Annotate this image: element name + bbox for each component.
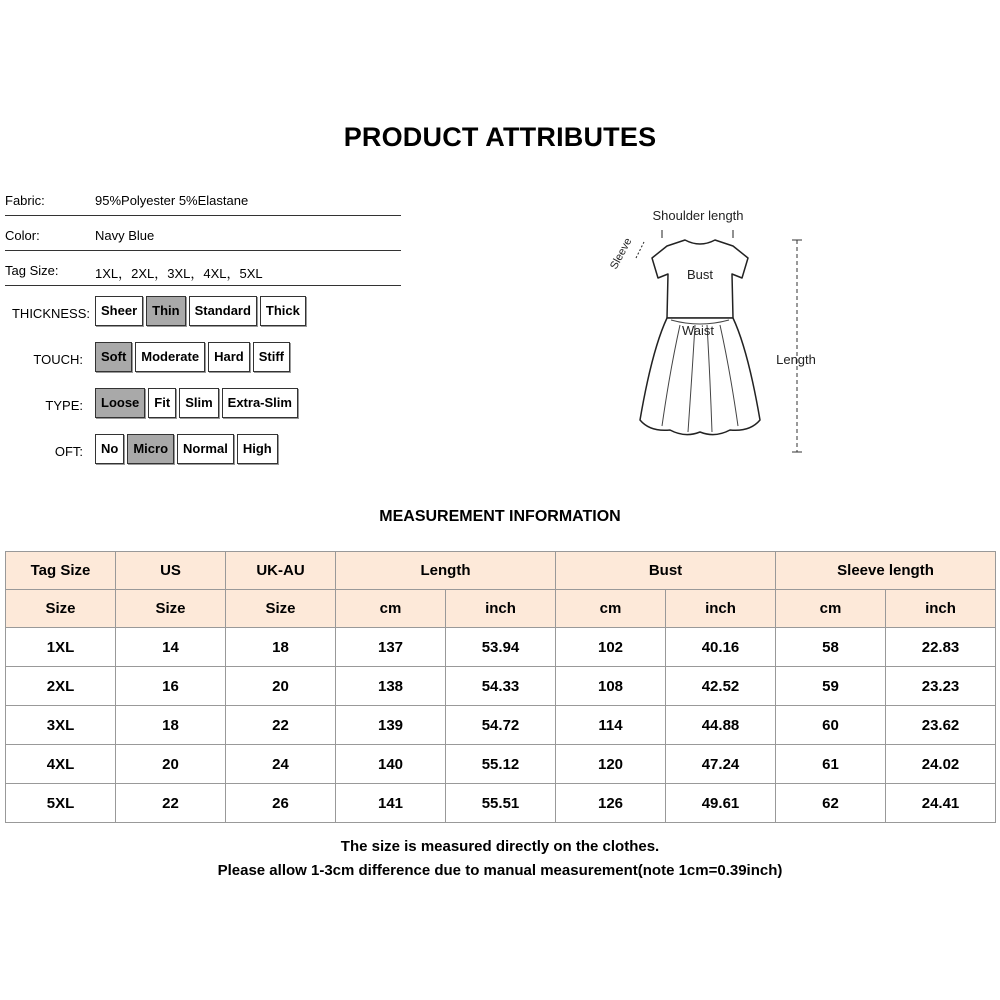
table-row [6,784,996,823]
table-cell: 24.02 [886,745,996,784]
table-cell: 59 [776,667,886,706]
thickness-options [95,296,306,326]
header-cell: Size [116,590,226,628]
table-cell: 22 [226,706,336,745]
type-label: TYPE: [45,398,83,413]
table-cell: 126 [556,784,666,823]
table-cell: 2XL [6,667,116,706]
sleeve-label: Sleeve [608,236,635,272]
waist-label: Waist [681,323,715,338]
table-cell: 114 [556,706,666,745]
table-cell: 58 [776,628,886,667]
table-cell: 55.51 [446,784,556,823]
attr-fabric [5,181,401,216]
table-cell: 42.52 [666,667,776,706]
table-row [6,628,996,667]
header-cell: cm [776,590,886,628]
thickness-option: Standard [189,296,257,326]
table-cell: 23.62 [886,706,996,745]
oft-options [95,434,278,464]
table-row [6,667,996,706]
table-cell: 141 [336,784,446,823]
table-cell: 54.33 [446,667,556,706]
table-cell: 20 [226,667,336,706]
table-cell: 24 [226,745,336,784]
touch-options [95,342,290,372]
size-table [5,551,996,823]
table-cell: 22.83 [886,628,996,667]
table-subheader-row [6,590,996,628]
table-cell: 137 [336,628,446,667]
table-cell: 102 [556,628,666,667]
type-option: Slim [179,388,218,418]
table-body [6,628,996,823]
table-cell: 40.16 [666,628,776,667]
touch-label: TOUCH: [33,352,83,367]
table-cell: 18 [116,706,226,745]
length-label: Length [776,352,816,367]
attr-tag-size-value: 1XL，2XL，3XL，4XL，5XL [95,266,263,281]
attr-color [5,216,401,251]
thickness-option: Sheer [95,296,143,326]
table-row [6,706,996,745]
header-cell: Length [336,552,556,590]
table-cell: 22 [116,784,226,823]
bust-label: Bust [686,267,714,282]
table-cell: 18 [226,628,336,667]
table-cell: 53.94 [446,628,556,667]
table-row [6,745,996,784]
note-1: The size is measured directly on the clothes. [340,838,660,855]
page-title: PRODUCT ATTRIBUTES [343,122,657,152]
table-cell: 55.12 [446,745,556,784]
touch-option: Stiff [253,342,290,372]
touch-option: Moderate [135,342,205,372]
dress-diagram [600,200,830,465]
shoulder-length-label: Shoulder length [652,208,744,223]
touch-option: Soft [95,342,132,372]
header-cell: Size [6,590,116,628]
table-cell: 44.88 [666,706,776,745]
table-cell: 140 [336,745,446,784]
header-cell: inch [886,590,996,628]
header-cell: cm [336,590,446,628]
oft-label: OFT: [54,444,83,459]
attr-tag-size [5,251,401,286]
type-option: Extra-Slim [222,388,298,418]
table-cell: 20 [116,745,226,784]
header-cell: UK-AU [226,552,336,590]
table-cell: 4XL [6,745,116,784]
header-cell: inch [446,590,556,628]
header-cell: Size [226,590,336,628]
table-cell: 5XL [6,784,116,823]
header-cell: Bust [556,552,776,590]
thickness-label: THICKNESS: [11,306,90,321]
thickness-option: Thin [146,296,185,326]
table-cell: 16 [116,667,226,706]
attr-fabric-value: 95%Polyester 5%Elastane [95,193,249,208]
attr-tag-size-label: Tag Size: [5,263,59,278]
attr-color-label: Color: [5,228,40,243]
touch-option: Hard [208,342,250,372]
table-cell: 61 [776,745,886,784]
table-cell: 139 [336,706,446,745]
table-cell: 23.23 [886,667,996,706]
header-cell: cm [556,590,666,628]
attr-fabric-label: Fabric: [5,193,45,208]
header-cell: US [116,552,226,590]
table-cell: 3XL [6,706,116,745]
table-cell: 138 [336,667,446,706]
attr-color-value: Navy Blue [95,228,155,243]
type-options [95,388,298,418]
oft-option: Micro [127,434,174,464]
table-cell: 1XL [6,628,116,667]
table-cell: 24.41 [886,784,996,823]
table-cell: 62 [776,784,886,823]
table-cell: 14 [116,628,226,667]
measurement-title: MEASUREMENT INFORMATION [379,508,621,525]
table-cell: 47.24 [666,745,776,784]
table-header-row [6,552,996,590]
thickness-option: Thick [260,296,306,326]
type-option: Loose [95,388,145,418]
oft-option: High [237,434,278,464]
table-cell: 120 [556,745,666,784]
table-cell: 108 [556,667,666,706]
header-cell: Tag Size [6,552,116,590]
table-cell: 54.72 [446,706,556,745]
header-cell: inch [666,590,776,628]
table-cell: 60 [776,706,886,745]
table-cell: 26 [226,784,336,823]
oft-option: No [95,434,124,464]
type-option: Fit [148,388,176,418]
header-cell: Sleeve length [776,552,996,590]
note-2: Please allow 1-3cm difference due to manual measurement(note 1cm=0.39inch) [217,862,783,879]
oft-option: Normal [177,434,234,464]
table-cell: 49.61 [666,784,776,823]
